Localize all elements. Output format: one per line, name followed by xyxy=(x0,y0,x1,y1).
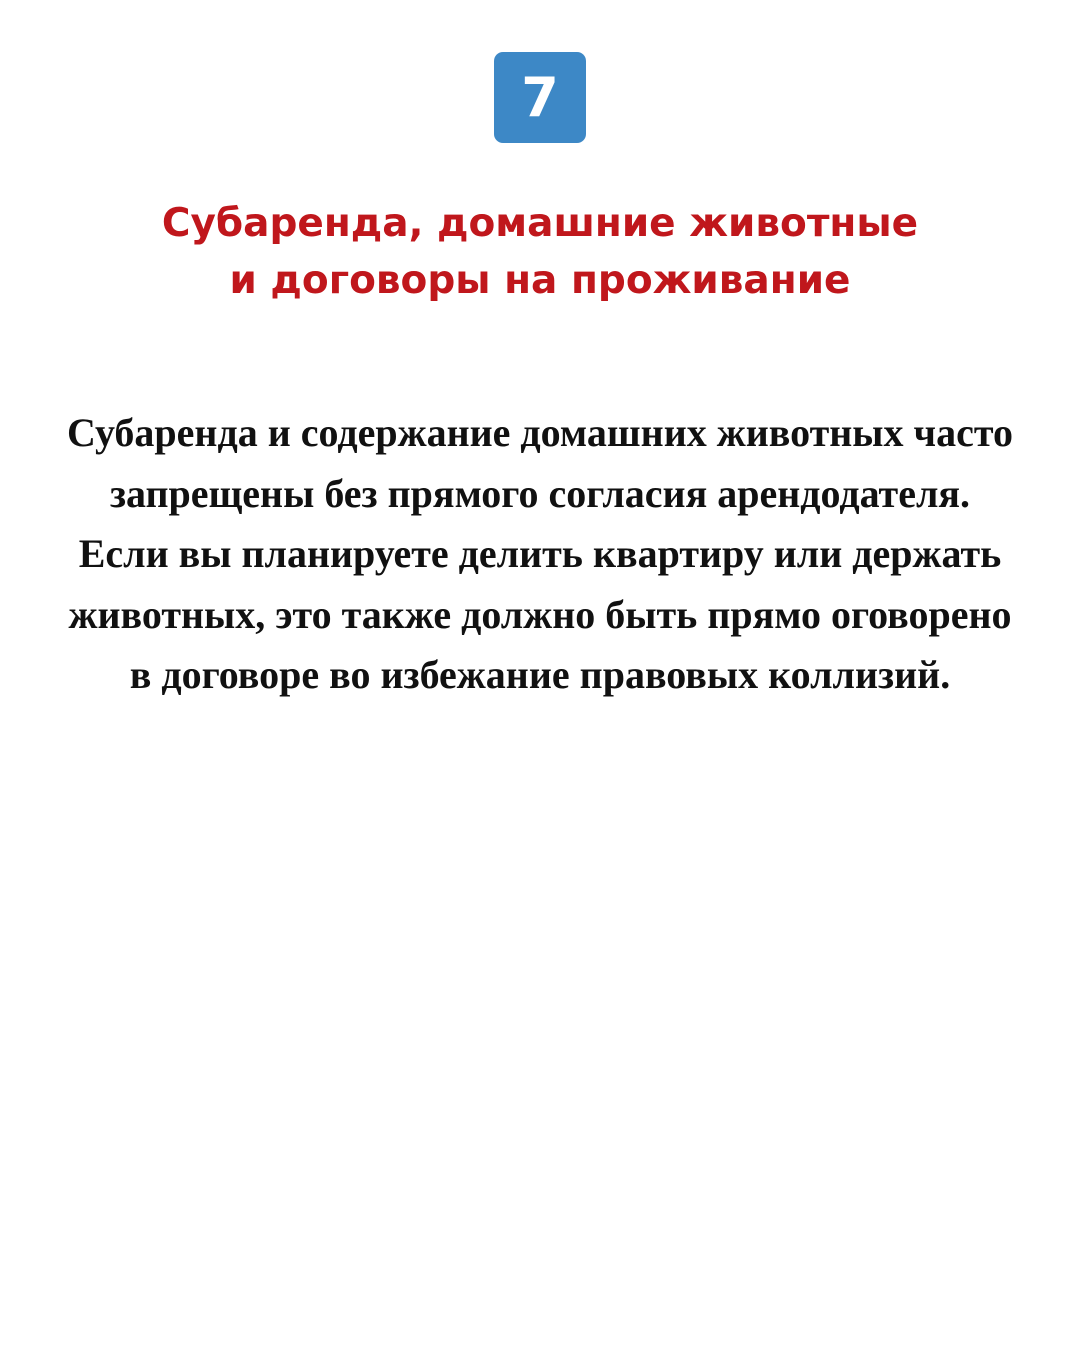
body-line: в договоре во избежание правовых коллизий. xyxy=(129,652,951,697)
body-line: животных, это также должно быть прямо оговорено xyxy=(68,591,1012,637)
slide-title-line: Субаренда, домашние животные xyxy=(161,201,919,246)
slide-title xyxy=(0,195,1080,309)
body-line: запрещены без прямого согласия арендодателя. xyxy=(109,470,971,516)
slide-number-badge: 7 xyxy=(494,52,586,143)
slide-body-text xyxy=(0,403,1080,706)
body-line: Субаренда и содержание домашних животных часто xyxy=(67,410,1013,455)
slide-title-line: и договоры на проживание xyxy=(229,258,851,303)
body-line: Если вы планируете делить квартиру или держать xyxy=(78,531,1002,576)
